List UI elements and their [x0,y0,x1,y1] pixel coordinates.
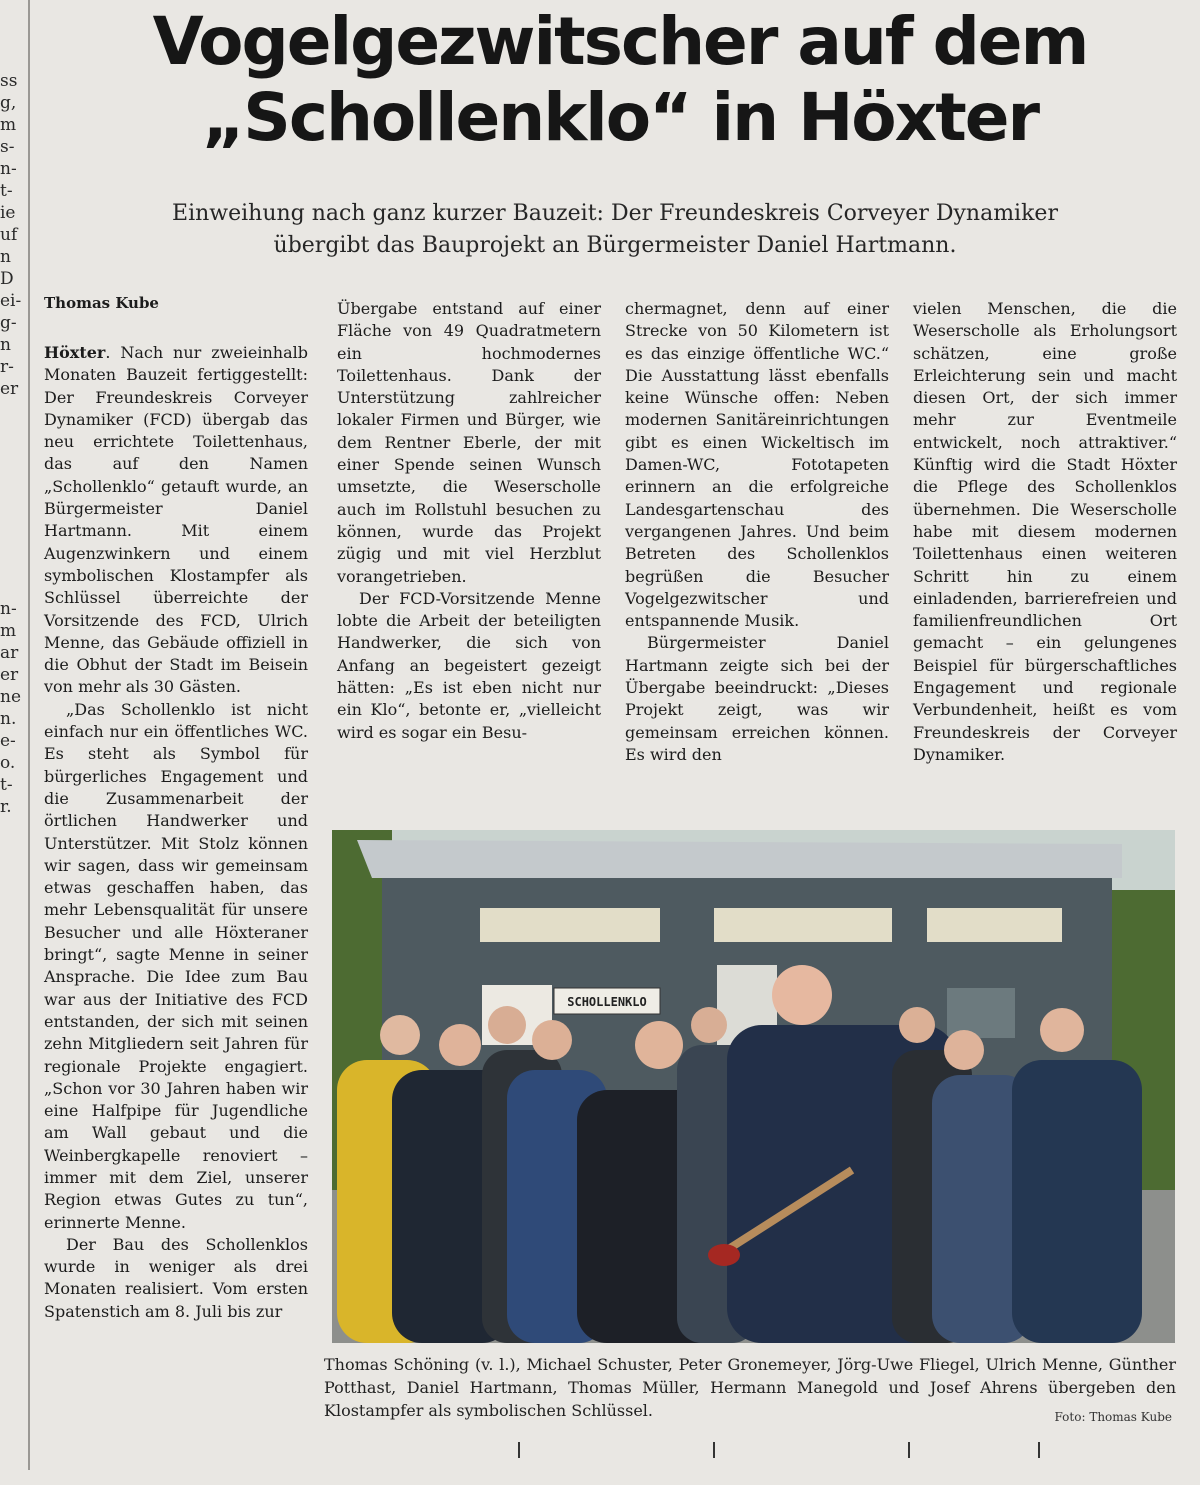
fragment-line: ei- [0,291,22,311]
person-3-head [488,1006,526,1044]
fragment-line: n. [0,709,17,729]
fragment-line: er [0,379,19,399]
subheadline-line-1: Einweihung nach ganz kurzer Bauzeit: Der Freundeskreis Corveyer Dynamiker [172,201,1058,226]
paragraph: Der FCD-Vorsitzende Menne lobte die Arbeit der beteiligten Handwerker, die sich von Anfang an begeistert gezeigt hätten: „Es ist eben nicht nur ein Klo“, betonte er, „vielleicht wird es sogar ein Besu- [337,588,601,742]
perforation-mark [1038,1442,1040,1458]
person-5-head [635,1021,683,1069]
paragraph: Höxter. Nach nur zweieinhalb Monaten Bauzeit fertiggestellt: Der Freundeskreis Corveyer Dynamiker (FCD) übergab das neu errichtete Toilettenhaus, das auf den Namen „Schollenklo“ getauft wurde, an Bürgermeister Daniel Hartmann. Mit einem Augenzwinkern und einem symbolischen Klostampfer als Schlüssel überreichte der Vorsitzende des FCD, Ulrich Menne, das Gebäude offiziell in die Obhut der Stadt im Beisein von mehr als 30 Gästen. [44,343,308,697]
fragment-line: t- [0,775,13,795]
headline [60,4,1180,156]
fragment-line: uf [0,225,18,245]
fragment-line [0,576,22,598]
fragment-line: n- [0,159,17,179]
subheadline [60,198,1170,262]
fragment-line: g- [0,313,17,333]
perforation-mark [518,1442,520,1458]
window-3 [927,908,1062,942]
adjacent-column-fragment [0,70,22,1400]
fragment-line: m [0,621,17,641]
headline-line-1: Vogelgezwitscher auf dem [152,3,1088,80]
person-6-head [691,1007,727,1043]
article-column-1 [44,342,308,1422]
fragment-line: s- [0,137,15,157]
paragraph: Bürgermeister Daniel Hartmann zeigte sich bei der Übergabe beeindruckt: „Dieses Projekt zeigt, was wir gemeinsam erreichen können. Es wird den [625,633,889,764]
paragraph: Der Bau des Schollenklos wurde in weniger als drei Monaten realisiert. Vom ersten Spatenstich am 8. Juli bis zur [44,1234,308,1321]
fragment-line: ne [0,687,22,707]
sign-text: SCHOLLENKLO [567,995,647,1009]
fragment-line: ie [0,203,16,223]
fragment-line: n- [0,599,17,619]
person-9-head [944,1030,984,1070]
paragraph: chermagnet, denn auf einer Strecke von 50 Kilometern ist es das einzige öffentliche WC.“ Die Ausstattung lässt ebenfalls keine Wünsche offen: Neben modernen Sanitäreinrichtungen gibt es einen Wickeltisch im Damen-WC, Fototapeten erinnern an die erfolgreiche Landesgartenschau des vergangenen Jahres. Und beim Betreten des Schollenklos begrüßen die Besucher Vogelgezwitscher und entspannende Musik. [625,299,889,631]
fragment-line: n [0,247,11,267]
paragraph: Übergabe entstand auf einer Fläche von 49 Quadratmetern ein hochmodernes Toilettenhaus. Dank der Unterstützung zahlreicher lokaler Firmen und Bürger, wie dem Rentner Eberle, der mit einer Spende seinen Wunsch umsetzte, die Weserscholle auch im Rollstuhl besuchen zu können, wurde das Projekt zügig und mit viel Herzblut vorangetrieben. [337,299,601,586]
subheadline-line-2: übergibt das Bauprojekt an Bürgermeister Daniel Hartmann. [273,233,957,258]
fragment-line [0,422,22,444]
fragment-line: r- [0,357,14,377]
person-1-head [380,1015,420,1055]
fragment-line [0,532,22,554]
photo-caption: Thomas Schöning (v. l.), Michael Schuster, Peter Gronemeyer, Jörg-Uwe Fliegel, Ulrich Menne, Günther Potthast, Daniel Hartmann, Thomas Müller, Hermann Manegold und Josef Ahrens übergeben den Klostampfer als symbolischen Schlüssel. [324,1355,1176,1420]
fragment-line: ss [0,71,18,91]
author-byline: Thomas Kube [44,294,159,312]
person-10 [1012,1060,1142,1343]
photo-credit: Foto: Thomas Kube [1054,1410,1172,1424]
paragraph: vielen Menschen, die die Weserscholle als Erholungsort schätzen, eine große Erleichterung sein und macht diesen Ort, der sich immer mehr zur Eventmeile entwickelt, noch attraktiver.“ Künftig wird die Stadt Höxter die Pflege des Schollenklos übernehmen. Die Weserscholle habe mit diesem modernen Toilettenhaus einen weiteren Schritt hin zu einem einladenden, barrierefreien und familienfreundlichen Ort gemacht – ein gelungenes Beispiel für bürgerschaftliches Engagement und regionale Verbundenheit, heißt es vom Freundeskreis der Corveyer Dynamiker. [913,299,1177,764]
fragment-line: g, [0,93,17,113]
person-2-head [439,1024,481,1066]
building-roof [357,840,1122,878]
perforation-mark [908,1442,910,1458]
fragment-line [0,554,22,576]
fragment-line: e- [0,731,16,751]
article-photo [332,830,1175,1343]
photo-illustration [332,830,1175,1343]
fragment-line: er [0,665,19,685]
person-8-head [899,1007,935,1043]
window-2 [714,908,892,942]
window-1 [480,908,660,942]
headline-line-2: „Schollenklo“ in Höxter [201,79,1039,156]
fragment-line: D [0,269,14,289]
dateline-city: Höxter [44,343,106,362]
fragment-line [0,400,22,422]
fragment-line [0,510,22,532]
fragment-line: t- [0,181,13,201]
fragment-line [0,466,22,488]
fragment-line: n [0,335,11,355]
fragment-line: o. [0,753,16,773]
article-column-2 [337,298,601,742]
article-column-4 [913,298,1177,798]
person-7-head [772,965,832,1025]
article-column-3 [625,298,889,778]
plunger-cup [708,1244,740,1266]
paragraph: „Das Schollenklo ist nicht einfach nur ein öffentliches WC. Es steht als Symbol für bürgerliches Engagement und die Zusammenarbeit der örtlichen Handwerker und Unterstützer. Mit Stolz können wir sagen, dass wir gemeinsam etwas geschaffen haben, das mehr Lebensqualität für unsere Besucher und alle Höxteraner bringt“, sagte Menne in seiner Ansprache. Die Idee zum Bau war aus der Initiative des FCD entstanden, der sich mit seinen zehn Mitgliedern seit Jahren für regionale Projekte engagiert. „Schon vor 30 Jahren haben wir eine Halfpipe für Jugendliche am Wall gebaut und die Weinbergkapelle renoviert – immer mit dem Ziel, unserer Region etwas Gutes zu tun“, erinnerte Menne. [44,699,308,1232]
person-4-head [532,1020,572,1060]
perforation-mark [713,1442,715,1458]
fragment-line: m [0,115,17,135]
fragment-line [0,444,22,466]
column-divider [28,0,30,1470]
screen [947,988,1015,1038]
fragment-line [0,488,22,510]
person-10-head [1040,1008,1084,1052]
fragment-line: ar [0,643,19,663]
fragment-line: r. [0,797,12,817]
